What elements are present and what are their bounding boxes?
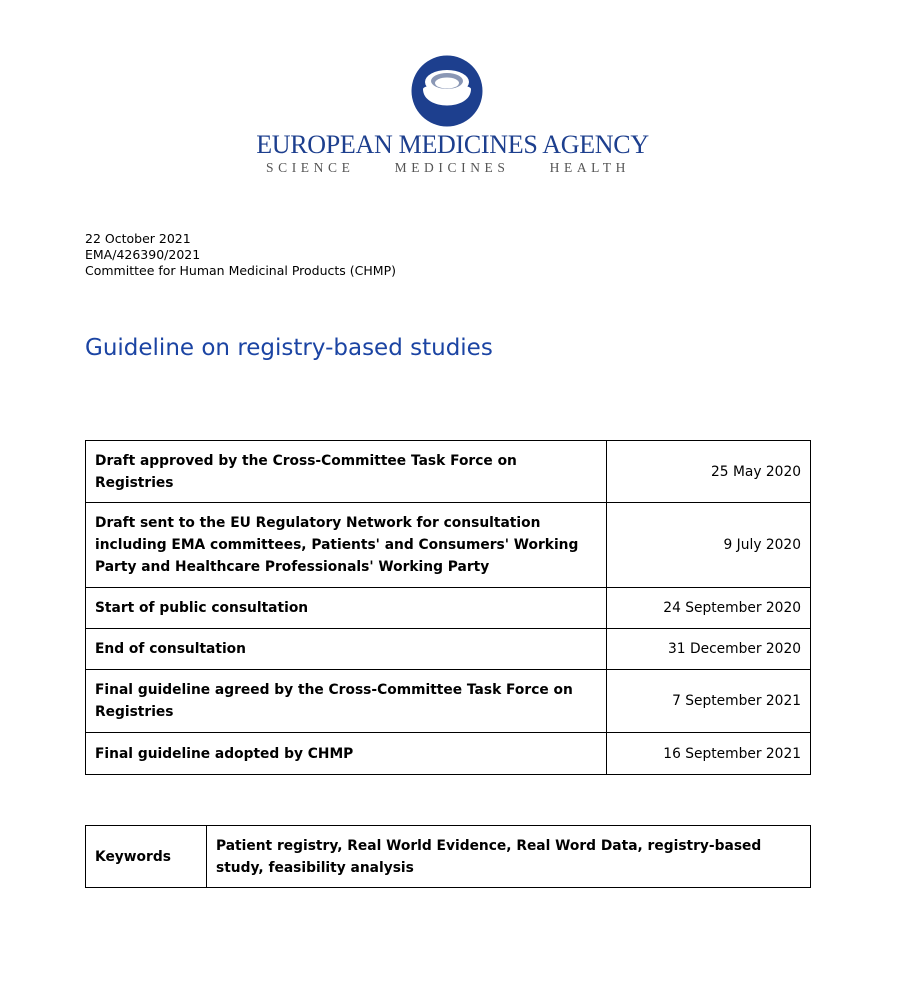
- timeline-label: Final guideline agreed by the Cross-Committee Task Force on Registries: [86, 670, 607, 733]
- table-row: [86, 441, 811, 503]
- document-date: 22 October 2021: [85, 231, 191, 246]
- page-title: Guideline on registry-based studies: [85, 335, 493, 361]
- tagline-word: SCIENCE: [266, 160, 355, 175]
- table-row: [86, 503, 811, 588]
- timeline-date: 16 September 2021: [607, 733, 811, 775]
- ema-emblem-icon: [411, 55, 483, 127]
- table-row: [86, 629, 811, 670]
- table-row: [86, 733, 811, 775]
- keywords-table: [85, 825, 811, 888]
- agency-name: EUROPEAN MEDICINES AGENCY: [256, 130, 649, 159]
- document-meta: [85, 231, 396, 279]
- timeline-date: 9 July 2020: [607, 503, 811, 588]
- timeline-label: Draft approved by the Cross-Committee Task Force on Registries: [86, 441, 607, 503]
- timeline-label: Final guideline adopted by CHMP: [86, 733, 607, 775]
- tagline-word: MEDICINES: [394, 160, 510, 175]
- timeline-date: 31 December 2020: [607, 629, 811, 670]
- table-row: [86, 588, 811, 629]
- table-row: [86, 670, 811, 733]
- timeline-label: Draft sent to the EU Regulatory Network for consultation including EMA committees, Patients' and Consumers' Working Party and Healthcare Professionals' Working Party: [86, 503, 607, 588]
- timeline-label: End of consultation: [86, 629, 607, 670]
- timeline-date: 25 May 2020: [607, 441, 811, 503]
- tagline-word: HEALTH: [549, 160, 630, 175]
- timeline-date: 7 September 2021: [607, 670, 811, 733]
- keywords-value: Patient registry, Real World Evidence, Real Word Data, registry-based study, feasibility analysis: [207, 826, 811, 888]
- timeline-label: Start of public consultation: [86, 588, 607, 629]
- timeline-table: [85, 440, 811, 775]
- keywords-label: Keywords: [86, 826, 207, 888]
- table-row: [86, 826, 811, 888]
- document-committee: Committee for Human Medicinal Products (CHMP): [85, 263, 396, 278]
- agency-tagline: [266, 160, 630, 176]
- document-reference: EMA/426390/2021: [85, 247, 201, 262]
- timeline-date: 24 September 2020: [607, 588, 811, 629]
- ema-logo: [0, 50, 901, 180]
